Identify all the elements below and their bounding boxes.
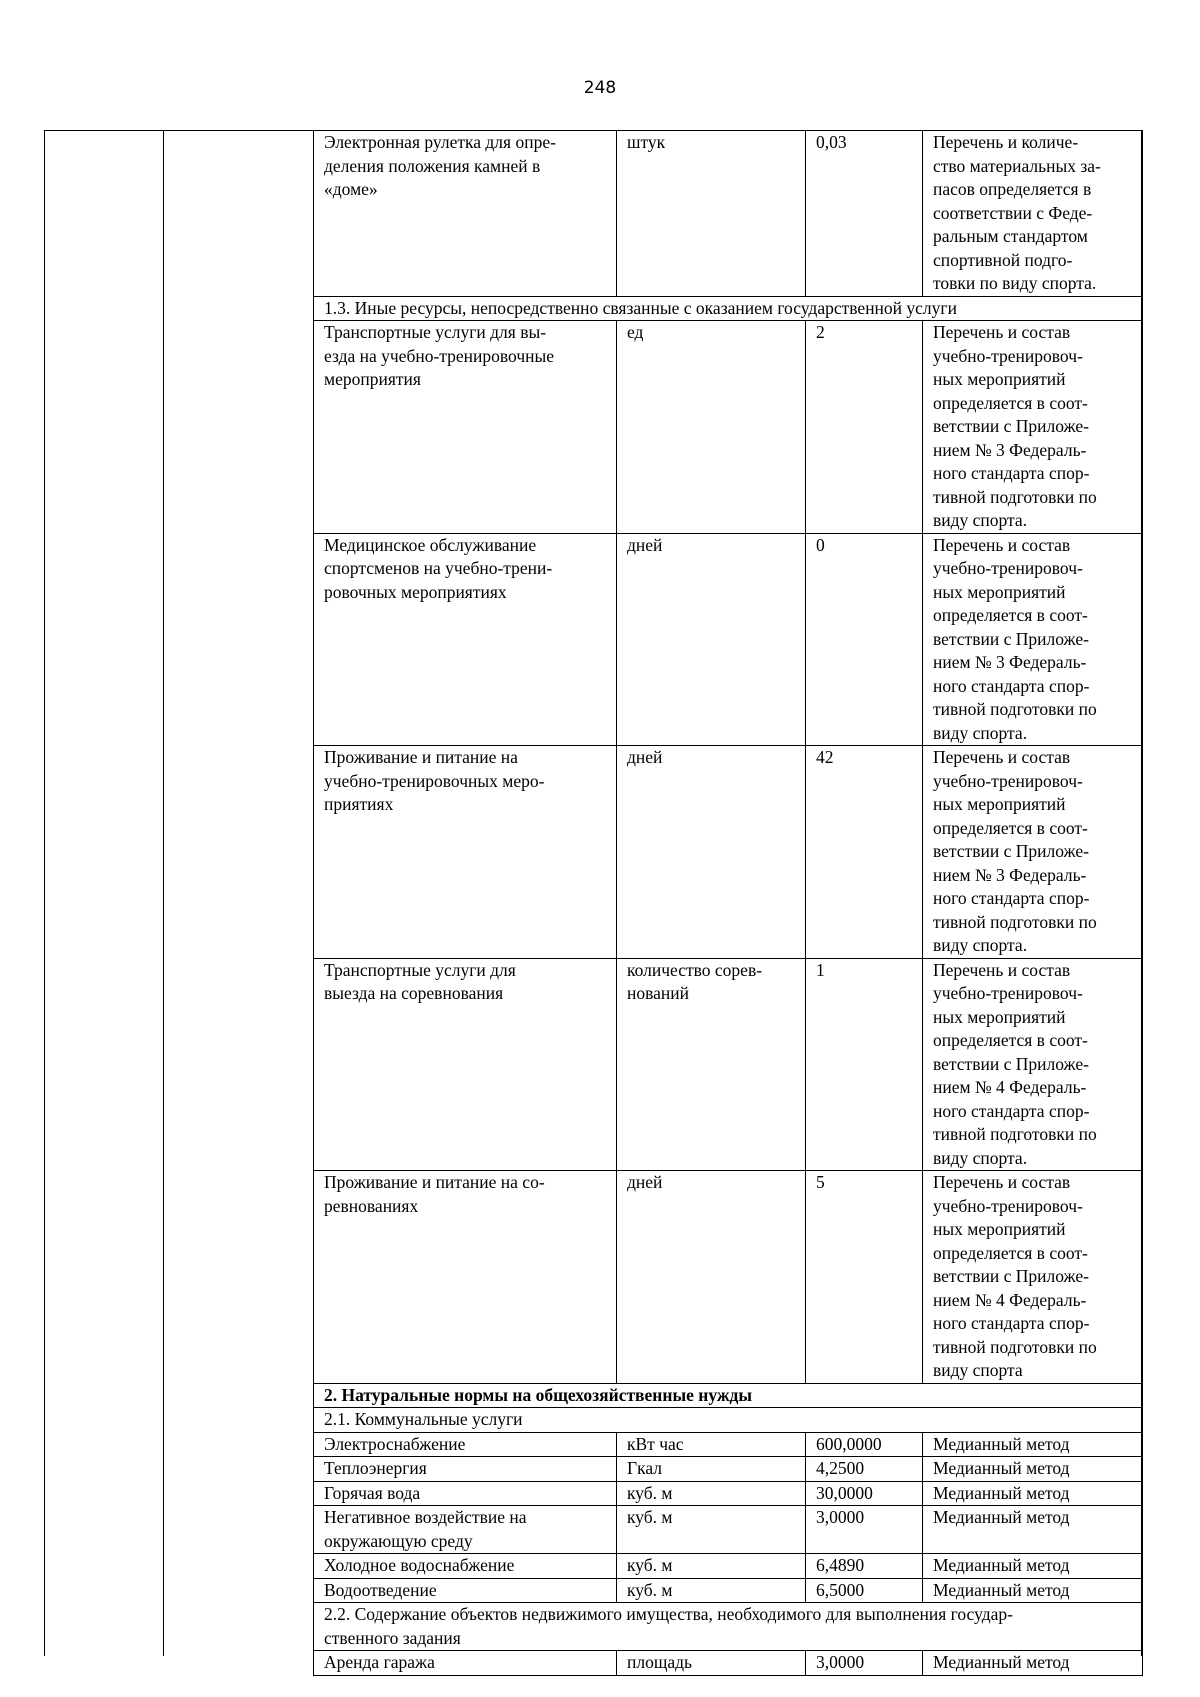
unit-cell: [617, 1554, 806, 1579]
value-line: 6,4890: [816, 1555, 865, 1575]
resource-name-line: деления положения камней в: [324, 155, 541, 176]
value-cell: [806, 1432, 923, 1457]
note-line: определяется в соот-: [933, 1030, 1088, 1050]
note-line: соответствии с Феде-: [933, 202, 1093, 223]
note-line: учебно-тренировоч-: [933, 345, 1083, 366]
resource-name-cell: [314, 1578, 617, 1603]
note-cell: [923, 1554, 1143, 1579]
note-line: тивной подготовки по: [933, 911, 1097, 932]
unit-cell: [617, 1506, 806, 1554]
note-line: виду спорта.: [933, 1147, 1028, 1168]
note-line: виду спорта.: [933, 722, 1028, 743]
value-line: 600,0000: [816, 1433, 882, 1454]
note-line: виду спорта.: [933, 510, 1028, 530]
note-line: определяется в соот-: [933, 1242, 1088, 1263]
value-cell: [806, 1651, 923, 1676]
value-cell: [806, 1457, 923, 1482]
note-line: ство материальных за-: [933, 155, 1101, 176]
section-heading-line: 2.2. Содержание объектов недвижимого имущества, необходимого для выполнения государ-: [324, 1604, 1013, 1624]
note-cell: [923, 1578, 1143, 1603]
note-line: учебно-тренировоч-: [933, 558, 1083, 578]
note-line: Перечень и состав: [933, 959, 1071, 980]
resource-name-line: Электронная рулетка для опре-: [324, 132, 556, 152]
value-line: 0: [816, 534, 825, 555]
resource-name-line: Аренда гаража: [324, 1652, 435, 1672]
section-heading-line: 2. Натуральные нормы на общехозяйственные нужды: [324, 1384, 753, 1405]
note-line: ного стандарта спор-: [933, 463, 1090, 483]
value-line: 5: [816, 1172, 825, 1192]
note-line: Перечень и количе-: [933, 132, 1079, 152]
section-heading-line: 2.1. Коммунальные услуги: [324, 1409, 523, 1429]
resource-name-line: Холодное водоснабжение: [324, 1555, 515, 1575]
note-line: тивной подготовки по: [933, 1124, 1097, 1144]
value-line: 30,0000: [816, 1482, 873, 1503]
resource-name-line: Негативное воздействие на: [324, 1507, 527, 1527]
note-line: Медианный метод: [933, 1579, 1070, 1600]
resource-name-line: «доме»: [324, 179, 378, 199]
unit-cell: [617, 1651, 806, 1676]
note-line: нием № 4 Федераль-: [933, 1289, 1087, 1310]
resource-name-line: Транспортные услуги для: [324, 959, 516, 980]
note-line: определяется в соот-: [933, 392, 1088, 413]
resource-name-line: Водоотведение: [324, 1579, 437, 1600]
table-row: [314, 1457, 1143, 1482]
section-2-heading-cell: [314, 1383, 1143, 1408]
resource-name-cell: [314, 1457, 617, 1482]
unit-cell: [617, 746, 806, 959]
resource-name-line: Проживание и питание на: [324, 747, 518, 767]
unit-line: куб. м: [627, 1482, 673, 1503]
note-line: Перечень и состав: [933, 1172, 1071, 1192]
unit-line: количество сорев-: [627, 959, 763, 980]
note-line: ного стандарта спор-: [933, 888, 1090, 908]
note-line: товки по виду спорта.: [933, 273, 1097, 293]
note-cell: [923, 1506, 1143, 1554]
resource-name-cell: [314, 746, 617, 959]
note-line: ных мероприятий: [933, 581, 1066, 602]
value-line: 3,0000: [816, 1652, 865, 1672]
note-cell: [923, 1457, 1143, 1482]
note-line: Медианный метод: [933, 1433, 1070, 1454]
section-2-1-heading-cell: [314, 1408, 1143, 1433]
section-heading-line: 1.3. Иные ресурсы, непосредственно связанные с оказанием государственной услуги: [324, 297, 957, 318]
unit-line: кВт час: [627, 1433, 684, 1454]
note-line: ного стандарта спор-: [933, 1100, 1090, 1121]
value-cell: [806, 1481, 923, 1506]
unit-cell: [617, 1457, 806, 1482]
note-line: нием № 4 Федераль-: [933, 1077, 1087, 1097]
note-line: ного стандарта спор-: [933, 1313, 1090, 1333]
table-row: [314, 746, 1143, 959]
unit-line: ед: [627, 322, 644, 342]
table-row: [314, 1481, 1143, 1506]
value-line: 1: [816, 959, 825, 980]
section-2-1-heading: [314, 1408, 1143, 1433]
unit-line: дней: [627, 747, 663, 767]
note-line: нием № 3 Федераль-: [933, 652, 1087, 672]
note-line: Перечень и состав: [933, 747, 1071, 767]
unit-cell: [617, 533, 806, 746]
note-cell: [923, 1432, 1143, 1457]
note-line: ветствии с Приложе-: [933, 628, 1089, 649]
value-cell: [806, 1578, 923, 1603]
unit-line: нований: [627, 983, 690, 1003]
column-divider-1: [163, 130, 164, 1656]
resource-name-line: Электроснабжение: [324, 1433, 466, 1454]
table-row: [314, 321, 1143, 534]
note-cell: [923, 1651, 1143, 1676]
note-line: ветствии с Приложе-: [933, 1266, 1089, 1286]
note-line: тивной подготовки по: [933, 699, 1097, 719]
value-cell: [806, 131, 923, 297]
resource-name-line: мероприятия: [324, 369, 421, 389]
table-row: [314, 1432, 1143, 1457]
note-line: ных мероприятий: [933, 794, 1066, 814]
resource-name-line: Медицинское обслуживание: [324, 534, 537, 555]
table-row: [314, 1171, 1143, 1384]
value-cell: [806, 746, 923, 959]
unit-line: Гкал: [627, 1458, 663, 1478]
note-line: учебно-тренировоч-: [933, 1195, 1083, 1216]
table-row: [314, 1578, 1143, 1603]
note-cell: [923, 321, 1143, 534]
resource-name-line: приятиях: [324, 794, 394, 814]
resource-name-line: учебно-тренировочных меро-: [324, 770, 545, 791]
note-line: спортивной подго-: [933, 249, 1073, 270]
note-line: Медианный метод: [933, 1482, 1070, 1503]
resource-name-cell: [314, 1554, 617, 1579]
value-line: 0,03: [816, 132, 847, 152]
unit-line: дней: [627, 534, 663, 555]
table-row: [314, 131, 1143, 297]
resource-name-line: Транспортные услуги для вы-: [324, 322, 547, 342]
note-line: ных мероприятий: [933, 1006, 1066, 1027]
note-cell: [923, 958, 1143, 1171]
note-line: Медианный метод: [933, 1652, 1070, 1672]
unit-cell: [617, 1578, 806, 1603]
note-cell: [923, 131, 1143, 297]
table-row: [314, 1506, 1143, 1554]
section-1-3-heading-cell: [314, 296, 1143, 321]
resource-name-line: спортсменов на учебно-трени-: [324, 558, 553, 578]
resource-name-cell: [314, 1481, 617, 1506]
unit-line: штук: [627, 132, 666, 152]
resource-name-line: окружающую среду: [324, 1530, 473, 1551]
note-line: ветствии с Приложе-: [933, 1053, 1089, 1074]
value-cell: [806, 1171, 923, 1384]
value-line: 42: [816, 747, 834, 767]
note-line: определяется в соот-: [933, 605, 1088, 625]
note-line: учебно-тренировоч-: [933, 770, 1083, 791]
note-line: Медианный метод: [933, 1555, 1070, 1575]
unit-cell: [617, 321, 806, 534]
note-line: нием № 3 Федераль-: [933, 439, 1087, 460]
resource-name-line: Проживание и питание на со-: [324, 1172, 545, 1192]
note-cell: [923, 1171, 1143, 1384]
section-heading-line: ственного задания: [324, 1627, 461, 1648]
value-line: 4,2500: [816, 1458, 865, 1478]
resource-name-cell: [314, 533, 617, 746]
note-line: Медианный метод: [933, 1458, 1070, 1478]
note-line: нием № 3 Федераль-: [933, 864, 1087, 885]
resource-name-cell: [314, 1171, 617, 1384]
note-line: ного стандарта спор-: [933, 675, 1090, 696]
note-line: определяется в соот-: [933, 817, 1088, 838]
unit-line: куб. м: [627, 1555, 673, 1575]
table-row: [314, 958, 1143, 1171]
note-cell: [923, 746, 1143, 959]
note-line: учебно-тренировоч-: [933, 983, 1083, 1003]
note-line: ральным стандартом: [933, 226, 1088, 246]
resource-name-line: езда на учебно-тренировочные: [324, 345, 555, 366]
note-line: виду спорта: [933, 1360, 1023, 1380]
value-cell: [806, 1506, 923, 1554]
note-line: тивной подготовки по: [933, 486, 1097, 507]
unit-line: дней: [627, 1172, 663, 1192]
resource-name-line: ревнованиях: [324, 1195, 419, 1216]
note-line: Перечень и состав: [933, 534, 1071, 555]
section-1-3-heading: [314, 296, 1143, 321]
value-cell: [806, 321, 923, 534]
value-line: 6,5000: [816, 1579, 865, 1600]
table-row: [314, 1651, 1143, 1676]
unit-line: куб. м: [627, 1507, 673, 1527]
note-line: ветствии с Приложе-: [933, 416, 1089, 436]
resource-name-cell: [314, 321, 617, 534]
note-line: виду спорта.: [933, 935, 1028, 955]
note-line: ных мероприятий: [933, 1219, 1066, 1239]
resource-name-line: Горячая вода: [324, 1482, 421, 1503]
resource-name-cell: [314, 131, 617, 297]
resource-name-cell: [314, 958, 617, 1171]
resource-name-line: выезда на соревнования: [324, 983, 504, 1003]
resource-name-line: Теплоэнергия: [324, 1458, 427, 1478]
table-row: [314, 1554, 1143, 1579]
value-cell: [806, 1554, 923, 1579]
resource-norms-table: [313, 130, 1143, 1676]
note-line: тивной подготовки по: [933, 1336, 1097, 1357]
section-2-2-heading: [314, 1603, 1143, 1651]
page-number: 248: [583, 78, 617, 98]
unit-cell: [617, 1171, 806, 1384]
note-line: Перечень и состав: [933, 322, 1071, 342]
resource-name-cell: [314, 1651, 617, 1676]
value-line: 2: [816, 322, 825, 342]
section-2-2-heading-cell: [314, 1603, 1143, 1651]
note-line: пасов определяется в: [933, 179, 1092, 199]
value-cell: [806, 958, 923, 1171]
note-cell: [923, 1481, 1143, 1506]
note-cell: [923, 533, 1143, 746]
unit-cell: [617, 131, 806, 297]
unit-cell: [617, 958, 806, 1171]
resource-name-cell: [314, 1506, 617, 1554]
value-cell: [806, 533, 923, 746]
unit-line: куб. м: [627, 1579, 673, 1600]
note-line: ных мероприятий: [933, 369, 1066, 389]
unit-line: площадь: [627, 1652, 692, 1672]
resource-name-cell: [314, 1432, 617, 1457]
unit-cell: [617, 1481, 806, 1506]
note-line: ветствии с Приложе-: [933, 841, 1089, 861]
section-2-heading: [314, 1383, 1143, 1408]
table-row: [314, 533, 1143, 746]
resource-name-line: ровочных мероприятиях: [324, 581, 507, 602]
unit-cell: [617, 1432, 806, 1457]
value-line: 3,0000: [816, 1507, 865, 1527]
note-line: Медианный метод: [933, 1507, 1070, 1527]
